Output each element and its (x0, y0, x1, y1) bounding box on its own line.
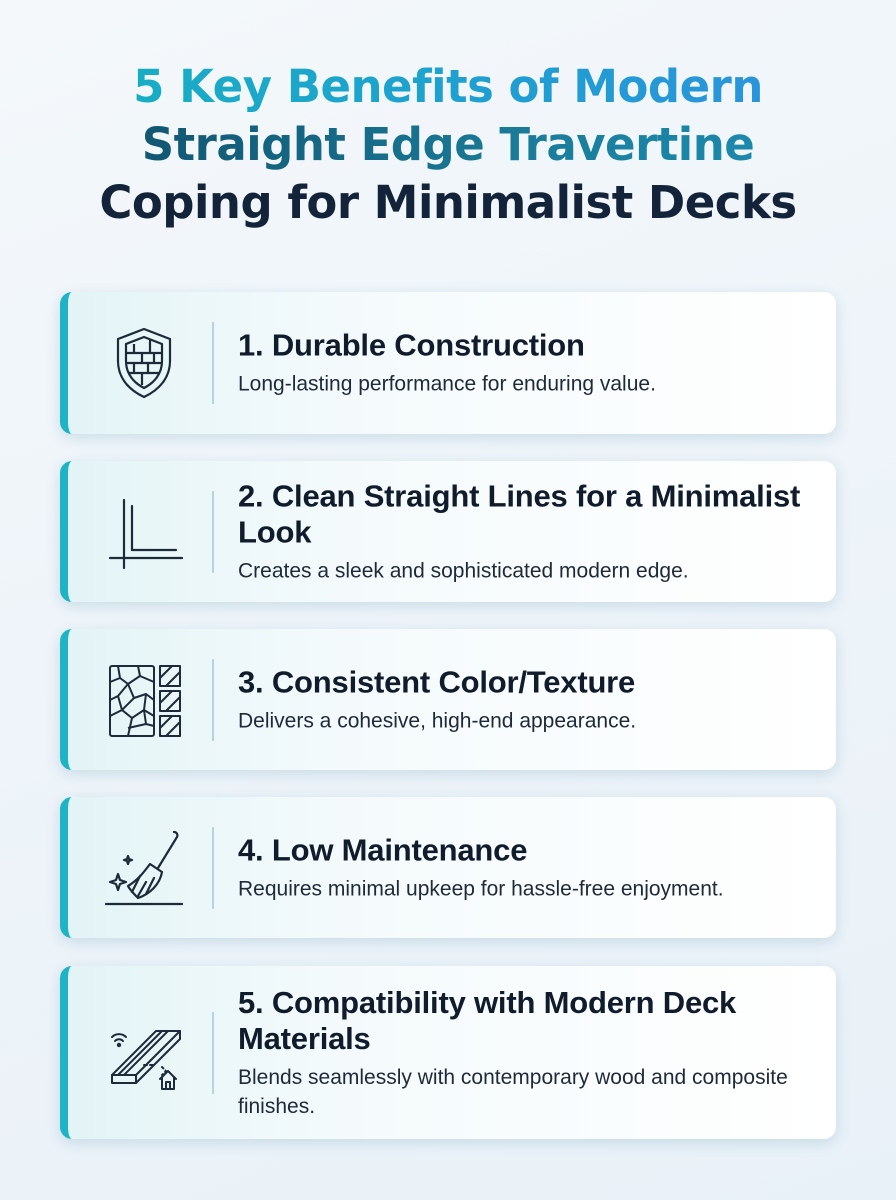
shield-brick-icon (104, 323, 184, 403)
deck-planks-home-icon (104, 1013, 184, 1093)
benefit-description: Creates a sleek and sophisticated modern edge. (238, 559, 689, 582)
broom-sparkle-icon (104, 828, 184, 908)
benefit-title: 1. Durable Construction (238, 327, 585, 363)
benefit-card-straight-lines (60, 461, 836, 602)
straight-lines-icon (104, 492, 184, 572)
benefit-card-low-maintenance (60, 797, 836, 938)
benefit-text (238, 478, 822, 585)
card-divider (212, 659, 214, 741)
benefit-description: Long-lasting performance for enduring value. (238, 372, 656, 396)
card-divider (212, 322, 214, 404)
title-line-2: Straight Edge Travertine (0, 116, 896, 174)
title-line-1: 5 Key Benefits of Modern (0, 58, 896, 116)
benefit-title: 3. Consistent Color/Texture (238, 664, 636, 699)
benefit-text (238, 832, 822, 903)
benefit-description: Requires minimal upkeep for hassle-free enjoyment. (238, 877, 724, 900)
card-divider (212, 491, 214, 573)
card-divider (212, 827, 214, 909)
benefit-text (238, 985, 822, 1121)
benefit-text (238, 664, 822, 735)
page-title (0, 58, 896, 232)
benefit-card-durable (60, 292, 836, 434)
benefit-description: Blends seamlessly with contemporary wood and composite finishes. (238, 1065, 788, 1118)
benefit-title: 4. Low Maintenance (238, 832, 528, 867)
benefit-title: 5. Compatibility with Modern Deck Materials (238, 984, 737, 1056)
benefit-card-compatibility (60, 966, 836, 1139)
title-line-3: Coping for Minimalist Decks (99, 176, 797, 229)
card-divider (212, 1012, 214, 1094)
benefit-description: Delivers a cohesive, high-end appearance. (238, 709, 637, 732)
benefit-text (238, 328, 822, 399)
benefit-title: 2. Clean Straight Lines for a Minimalist Look (238, 478, 801, 549)
stone-texture-icon (104, 660, 184, 740)
benefit-card-color-texture (60, 629, 836, 770)
